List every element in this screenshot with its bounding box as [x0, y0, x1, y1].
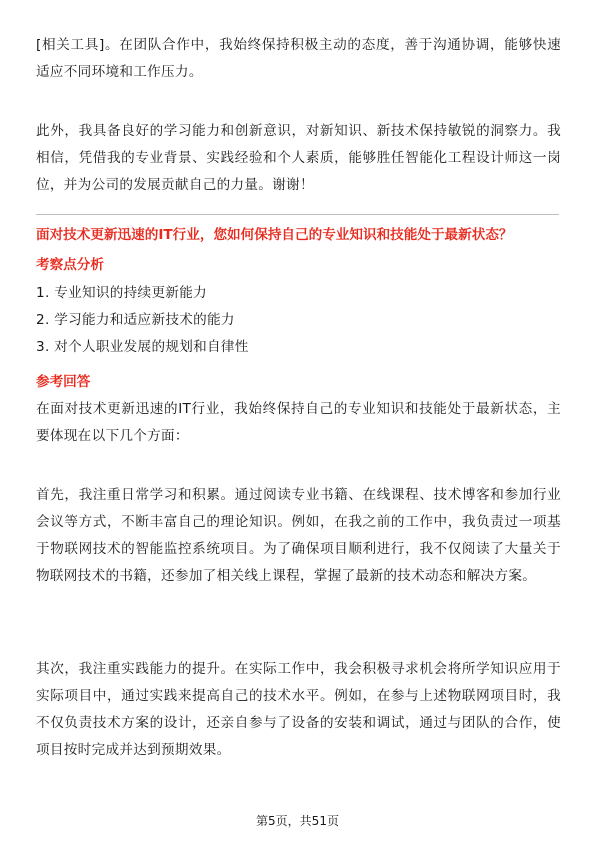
paragraph-conclusion: 此外，我具备良好的学习能力和创新意识，对新知识、新技术保持敏锐的洞察力。我相信，凭借我的专业背景、实践经验和个人素质，能够胜任智能化工程设计师这一岗位，并为公司的发展贡献自己的力量。谢谢！	[36, 123, 561, 193]
list-item: 1. 专业知识的持续更新能力	[36, 285, 208, 301]
answer-second-point: 其次，我注重实践能力的提升。在实际工作中，我会积极寻求机会将所学知识应用于实际项目中，通过实践来提高自己的技术水平。例如，在参与上述物联网项目时，我不仅负责技术方案的设计，还亲自参与了设备的安装和调试，通过与团队的合作，使项目按时完成并达到预期效果。	[36, 661, 561, 758]
section-divider	[36, 214, 559, 215]
answer-heading: 参考回答	[36, 374, 91, 390]
analysis-list	[36, 280, 249, 361]
list-item: 2. 学习能力和适应新技术的能力	[36, 312, 235, 328]
page-number: 第5页，共51页	[256, 814, 339, 828]
paragraph-tools: [相关工具]。在团队合作中，我始终保持积极主动的态度，善于沟通协调，能够快速适应不同环境和工作压力。	[36, 37, 561, 80]
analysis-heading: 考察点分析	[36, 257, 104, 273]
list-item: 3. 对个人职业发展的规划和自律性	[36, 339, 249, 355]
interview-question: 面对技术更新迅速的IT行业，您如何保持自己的专业知识和技能处于最新状态？	[36, 227, 513, 243]
answer-intro: 在面对技术更新迅速的IT行业，我始终保持自己的专业知识和技能处于最新状态，主要体现在以下几个方面：	[36, 401, 561, 444]
answer-first-point: 首先，我注重日常学习和积累。通过阅读专业书籍、在线课程、技术博客和参加行业会议等方式，不断丰富自己的理论知识。例如，在我之前的工作中，我负责过一项基于物联网技术的智能监控系统项目。为了确保项目顺利进行，我不仅阅读了大量关于物联网技术的书籍，还参加了相关线上课程，掌握了最新的技术动态和解决方案。	[36, 487, 561, 584]
